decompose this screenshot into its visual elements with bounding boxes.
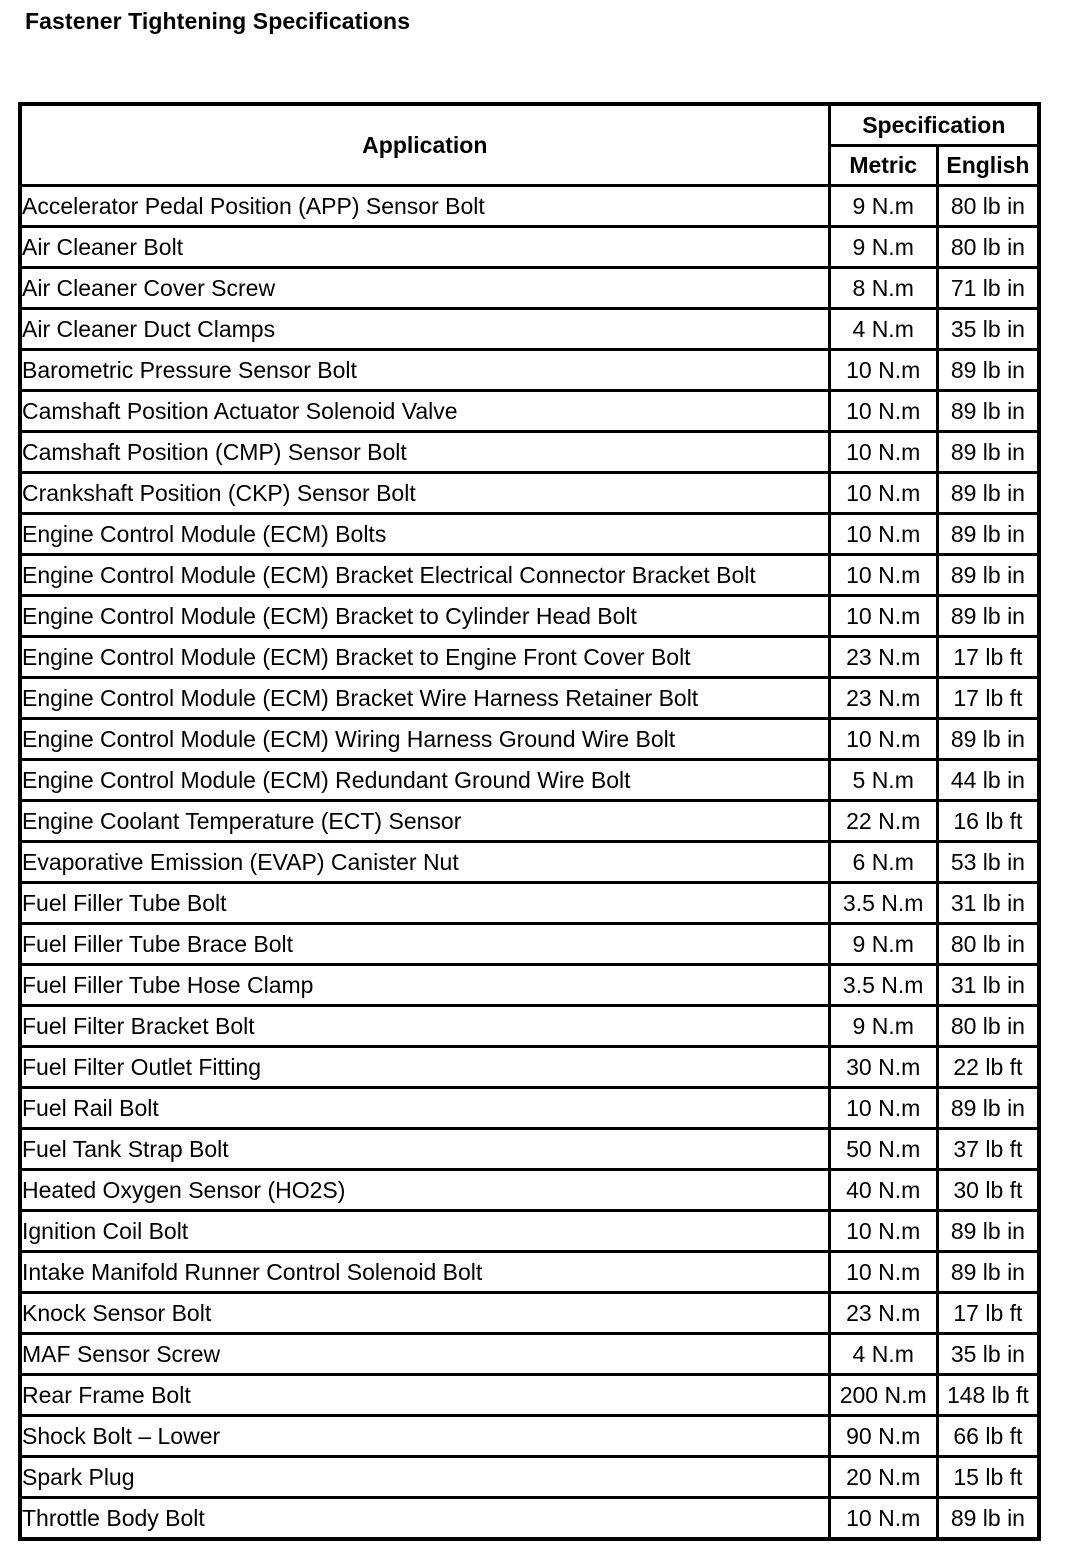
application-cell: Engine Control Module (ECM) Wiring Harness Ground Wire Bolt	[22, 720, 828, 758]
table-row	[22, 966, 1037, 1004]
metric-cell: 23 N.m	[831, 638, 936, 676]
application-cell: Fuel Tank Strap Bolt	[22, 1130, 828, 1168]
metric-cell: 23 N.m	[831, 1294, 936, 1332]
english-cell: 66 lb ft	[939, 1417, 1037, 1455]
metric-cell: 9 N.m	[831, 1007, 936, 1045]
table-row	[22, 884, 1037, 922]
table-row	[22, 1294, 1037, 1332]
application-cell: Evaporative Emission (EVAP) Canister Nut	[22, 843, 828, 881]
application-cell: Fuel Filter Bracket Bolt	[22, 1007, 828, 1045]
english-cell: 80 lb in	[939, 925, 1037, 963]
english-cell: 89 lb in	[939, 1253, 1037, 1291]
english-cell: 89 lb in	[939, 474, 1037, 512]
english-cell: 16 lb ft	[939, 802, 1037, 840]
table-row	[22, 187, 1037, 225]
english-cell: 35 lb in	[939, 310, 1037, 348]
metric-cell: 23 N.m	[831, 679, 936, 717]
table-row	[22, 1458, 1037, 1496]
table-row	[22, 1253, 1037, 1291]
english-cell: 89 lb in	[939, 556, 1037, 594]
english-cell: 89 lb in	[939, 433, 1037, 471]
metric-cell: 30 N.m	[831, 1048, 936, 1086]
english-cell: 35 lb in	[939, 1335, 1037, 1373]
metric-cell: 10 N.m	[831, 720, 936, 758]
table-row	[22, 1212, 1037, 1250]
english-cell: 30 lb ft	[939, 1171, 1037, 1209]
metric-cell: 5 N.m	[831, 761, 936, 799]
metric-cell: 10 N.m	[831, 433, 936, 471]
application-cell: Fuel Filler Tube Brace Bolt	[22, 925, 828, 963]
english-cell: 17 lb ft	[939, 638, 1037, 676]
application-cell: Air Cleaner Duct Clamps	[22, 310, 828, 348]
table-row	[22, 761, 1037, 799]
application-cell: Camshaft Position (CMP) Sensor Bolt	[22, 433, 828, 471]
table-row	[22, 351, 1037, 389]
metric-cell: 40 N.m	[831, 1171, 936, 1209]
table-row	[22, 679, 1037, 717]
application-cell: Engine Control Module (ECM) Bracket Wire Harness Retainer Bolt	[22, 679, 828, 717]
application-cell: Fuel Rail Bolt	[22, 1089, 828, 1127]
header-metric: Metric	[831, 147, 936, 184]
english-cell: 89 lb in	[939, 1499, 1037, 1537]
table-row	[22, 1089, 1037, 1127]
application-cell: Crankshaft Position (CKP) Sensor Bolt	[22, 474, 828, 512]
application-cell: Barometric Pressure Sensor Bolt	[22, 351, 828, 389]
metric-cell: 20 N.m	[831, 1458, 936, 1496]
metric-cell: 9 N.m	[831, 187, 936, 225]
page-title: Fastener Tightening Specifications	[25, 8, 411, 34]
application-cell: Fuel Filler Tube Bolt	[22, 884, 828, 922]
header-specification: Specification	[831, 106, 1037, 144]
english-cell: 89 lb in	[939, 515, 1037, 553]
metric-cell: 10 N.m	[831, 1212, 936, 1250]
table-row	[22, 433, 1037, 471]
english-cell: 89 lb in	[939, 1212, 1037, 1250]
english-cell: 37 lb ft	[939, 1130, 1037, 1168]
table-row	[22, 1007, 1037, 1045]
table-row	[22, 515, 1037, 553]
application-cell: Rear Frame Bolt	[22, 1376, 828, 1414]
metric-cell: 22 N.m	[831, 802, 936, 840]
table-header	[22, 106, 1037, 184]
english-cell: 15 lb ft	[939, 1458, 1037, 1496]
table-row	[22, 392, 1037, 430]
english-cell: 80 lb in	[939, 1007, 1037, 1045]
table-row	[22, 925, 1037, 963]
english-cell: 80 lb in	[939, 228, 1037, 266]
english-cell: 31 lb in	[939, 884, 1037, 922]
english-cell: 71 lb in	[939, 269, 1037, 307]
english-cell: 53 lb in	[939, 843, 1037, 881]
metric-cell: 6 N.m	[831, 843, 936, 881]
metric-cell: 10 N.m	[831, 1089, 936, 1127]
table-row	[22, 1130, 1037, 1168]
metric-cell: 10 N.m	[831, 351, 936, 389]
table-row	[22, 1417, 1037, 1455]
application-cell: Fuel Filter Outlet Fitting	[22, 1048, 828, 1086]
application-cell: Engine Coolant Temperature (ECT) Sensor	[22, 802, 828, 840]
application-cell: Throttle Body Bolt	[22, 1499, 828, 1537]
table-row	[22, 1376, 1037, 1414]
table-row	[22, 310, 1037, 348]
metric-cell: 10 N.m	[831, 392, 936, 430]
application-cell: Engine Control Module (ECM) Bracket to Cylinder Head Bolt	[22, 597, 828, 635]
table-row	[22, 1499, 1037, 1537]
metric-cell: 3.5 N.m	[831, 966, 936, 1004]
metric-cell: 9 N.m	[831, 925, 936, 963]
metric-cell: 200 N.m	[831, 1376, 936, 1414]
english-cell: 89 lb in	[939, 351, 1037, 389]
metric-cell: 10 N.m	[831, 1253, 936, 1291]
metric-cell: 90 N.m	[831, 1417, 936, 1455]
english-cell: 17 lb ft	[939, 1294, 1037, 1332]
table-body	[22, 187, 1037, 1537]
metric-cell: 3.5 N.m	[831, 884, 936, 922]
english-cell: 17 lb ft	[939, 679, 1037, 717]
english-cell: 31 lb in	[939, 966, 1037, 1004]
application-cell: MAF Sensor Screw	[22, 1335, 828, 1373]
metric-cell: 50 N.m	[831, 1130, 936, 1168]
english-cell: 80 lb in	[939, 187, 1037, 225]
application-cell: Air Cleaner Cover Screw	[22, 269, 828, 307]
english-cell: 89 lb in	[939, 1089, 1037, 1127]
table-row	[22, 802, 1037, 840]
fastener-spec-table	[18, 102, 1041, 1541]
application-cell: Camshaft Position Actuator Solenoid Valve	[22, 392, 828, 430]
table-row	[22, 1048, 1037, 1086]
table-row	[22, 638, 1037, 676]
table-row	[22, 720, 1037, 758]
english-cell: 89 lb in	[939, 720, 1037, 758]
table-row	[22, 843, 1037, 881]
metric-cell: 10 N.m	[831, 1499, 936, 1537]
english-cell: 44 lb in	[939, 761, 1037, 799]
application-cell: Engine Control Module (ECM) Bracket Electrical Connector Bracket Bolt	[22, 556, 828, 594]
application-cell: Engine Control Module (ECM) Bolts	[22, 515, 828, 553]
application-cell: Fuel Filler Tube Hose Clamp	[22, 966, 828, 1004]
header-application: Application	[22, 106, 828, 184]
english-cell: 89 lb in	[939, 597, 1037, 635]
english-cell: 148 lb ft	[939, 1376, 1037, 1414]
application-cell: Accelerator Pedal Position (APP) Sensor Bolt	[22, 187, 828, 225]
english-cell: 89 lb in	[939, 392, 1037, 430]
application-cell: Ignition Coil Bolt	[22, 1212, 828, 1250]
application-cell: Engine Control Module (ECM) Redundant Ground Wire Bolt	[22, 761, 828, 799]
table-row	[22, 474, 1037, 512]
metric-cell: 8 N.m	[831, 269, 936, 307]
table-row	[22, 597, 1037, 635]
metric-cell: 10 N.m	[831, 515, 936, 553]
application-cell: Engine Control Module (ECM) Bracket to Engine Front Cover Bolt	[22, 638, 828, 676]
metric-cell: 4 N.m	[831, 310, 936, 348]
metric-cell: 4 N.m	[831, 1335, 936, 1373]
application-cell: Heated Oxygen Sensor (HO2S)	[22, 1171, 828, 1209]
table-row	[22, 1171, 1037, 1209]
metric-cell: 10 N.m	[831, 556, 936, 594]
table-row	[22, 556, 1037, 594]
table-row	[22, 269, 1037, 307]
metric-cell: 10 N.m	[831, 474, 936, 512]
application-cell: Air Cleaner Bolt	[22, 228, 828, 266]
english-cell: 22 lb ft	[939, 1048, 1037, 1086]
metric-cell: 9 N.m	[831, 228, 936, 266]
metric-cell: 10 N.m	[831, 597, 936, 635]
header-english: English	[939, 147, 1037, 184]
application-cell: Shock Bolt – Lower	[22, 1417, 828, 1455]
application-cell: Knock Sensor Bolt	[22, 1294, 828, 1332]
table-row	[22, 1335, 1037, 1373]
table-row	[22, 228, 1037, 266]
application-cell: Intake Manifold Runner Control Solenoid Bolt	[22, 1253, 828, 1291]
application-cell: Spark Plug	[22, 1458, 828, 1496]
